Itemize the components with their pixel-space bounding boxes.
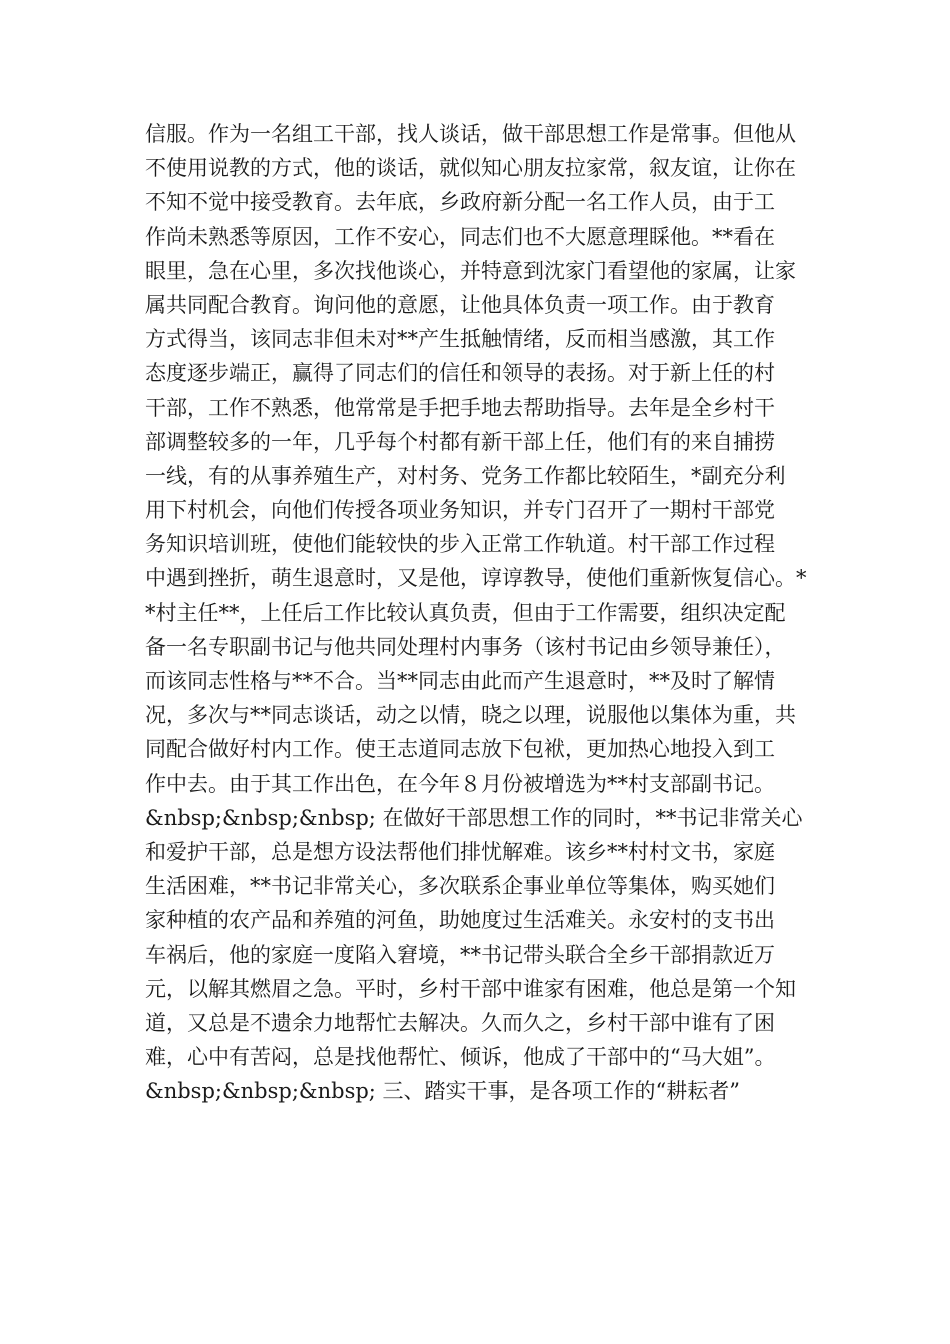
text-line: 和爱护干部，总是想方设法帮他们排忧解难。该乡**村村文书，家庭 [145, 839, 775, 864]
section-heading: &nbsp;&nbsp;&nbsp; 三、踏实干事，是各项工作的“耕耘者” [145, 1079, 741, 1104]
text-line: 务知识培训班，使他们能较快的步入正常工作轨道。村干部工作过程 [145, 532, 775, 557]
text-line: 用下村机会，向他们传授各项业务知识，并专门召开了一期村干部党 [145, 498, 775, 523]
text-line: 元，以解其燃眉之急。平时，乡村干部中谁家有困难，他总是第一个知 [145, 976, 796, 1001]
text-line: 难，心中有苦闷，总是找他帮忙、倾诉，他成了干部中的“马大姐”。 [145, 1045, 776, 1070]
text-line: 同配合做好村内工作。使王志道同志放下包袱，更加热心地投入到工 [145, 737, 775, 762]
text-line: 车祸后，他的家庭一度陷入窘境，**书记带头联合全乡干部捐款近万 [145, 942, 775, 967]
text-line: 不知不觉中接受教育。去年底，乡政府新分配一名工作人员，由于工 [145, 190, 775, 215]
text-line: 态度逐步端正，赢得了同志们的信任和领导的表扬。对于新上任的村 [145, 361, 775, 386]
text-line: 家种植的农产品和养殖的河鱼，助她度过生活难关。永安村的支书出 [145, 908, 775, 933]
text-line: 而该同志性格与**不合。当**同志由此而产生退意时，**及时了解情 [145, 669, 775, 693]
text-line: 不使用说教的方式，他的谈话，就似知心朋友拉家常，叙友谊，让你在 [145, 156, 796, 181]
text-line: *村主任**，上任后工作比较认真负责，但由于工作需要，组织决定配 [145, 600, 786, 625]
text-line: 信服。作为一名组工干部，找人谈话，做干部思想工作是常事。但他从 [145, 122, 796, 146]
text-line: 部调整较多的一年，几乎每个村都有新干部上任，他们有的来自捕捞 [145, 429, 775, 454]
text-line: 况，多次与**同志谈话，动之以情，晓之以理，说服他以集体为重，共 [145, 703, 796, 728]
text-line: 中遇到挫折，萌生退意时，又是他，谆谆教导，使他们重新恢复信心。* [145, 566, 807, 591]
text-line: 一线，有的从事养殖生产，对村务、党务工作都比较陌生，*副充分利 [145, 463, 786, 488]
text-line: 干部，工作不熟悉，他常常是手把手地去帮助指导。去年是全乡村干 [145, 395, 775, 420]
text-line: 作尚未熟悉等原因，工作不安心，同志们也不大愿意理睬他。**看在 [145, 224, 775, 249]
text-line: &nbsp;&nbsp;&nbsp; 在做好干部思想工作的同时，**书记非常关心 [145, 805, 803, 830]
text-line: 道，又总是不遗余力地帮忙去解决。久而久之，乡村干部中谁有了困 [145, 1010, 775, 1035]
text-line: 属共同配合教育。询问他的意愿，让他具体负责一项工作。由于教育 [145, 292, 775, 317]
text-line: 作中去。由于其工作出色，在今年８月份被增选为**村支部副书记。 [145, 771, 775, 796]
text-line: 备一名专职副书记与他共同处理村内事务（该村书记由乡领导兼任）， [145, 634, 786, 659]
text-line: 方式得当，该同志非但未对**产生抵触情绪，反而相当感激，其工作 [145, 327, 775, 352]
body-text [145, 117, 810, 1108]
text-line: 眼里，急在心里，多次找他谈心，并特意到沈家门看望他的家属，让家 [145, 258, 796, 283]
text-line: 生活困难，**书记非常关心，多次联系企事业单位等集体，购买她们 [145, 874, 775, 899]
